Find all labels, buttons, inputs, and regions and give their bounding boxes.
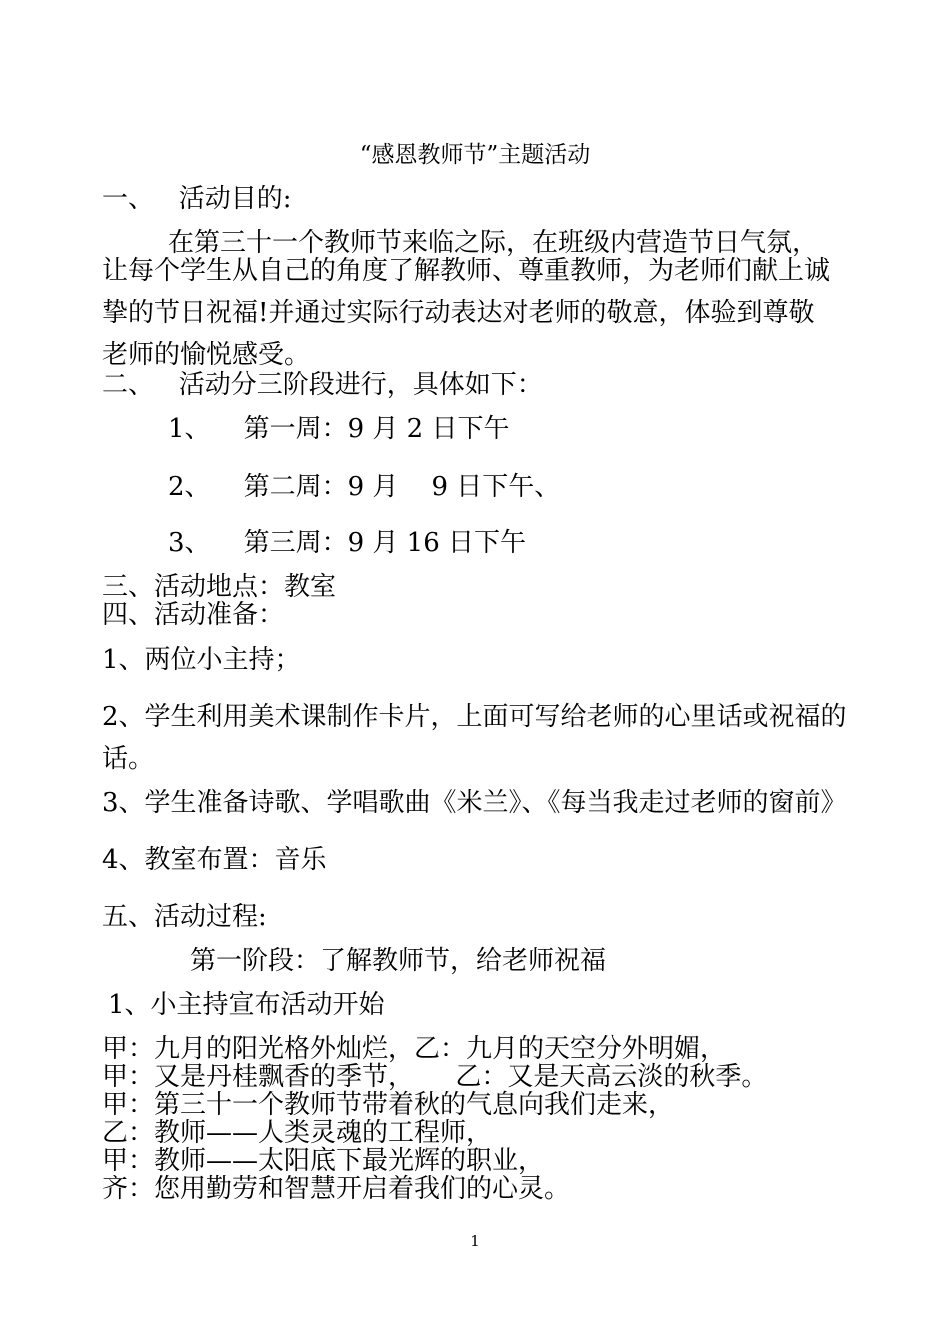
dialogue-line-5: 甲：教师——太阳底下最光辉的职业， <box>102 1146 545 1176</box>
section-1-heading: 一、 活动目的: <box>102 184 292 214</box>
prep-item-3: 3、学生准备诗歌、学唱歌曲《米兰》、《每当我走过老师的窗前》 <box>102 788 847 818</box>
purpose-line-3: 挚的节日祝福!并通过实际行动表达对老师的敬意，体验到尊敬 <box>102 298 815 328</box>
stage-1-title: 第一阶段：了解教师节，给老师祝福 <box>190 946 607 976</box>
schedule-item-2: 2、 第二周：9 月 9 日下午、 <box>168 472 561 502</box>
step-1: 1、小主持宣布活动开始 <box>108 990 385 1020</box>
prep-item-1: 1、两位小主持； <box>102 645 301 675</box>
prep-item-2: 2、学生利用美术课制作卡片，上面可写给老师的心里话或祝福的 <box>102 702 847 732</box>
dialogue-line-4: 乙：教师——人类灵魂的工程师， <box>102 1118 493 1148</box>
page-title: “感恩教师节”主题活动 <box>359 142 591 168</box>
dialogue-line-3: 甲：第三十一个教师节带着秋的气息向我们走来， <box>102 1090 675 1120</box>
section-2-heading: 二、 活动分三阶段进行，具体如下： <box>102 370 543 400</box>
dialogue-line-1: 甲：九月的阳光格外灿烂，乙：九月的天空分外明媚， <box>102 1034 727 1064</box>
section-3-heading: 三、活动地点：教室 <box>102 572 337 602</box>
prep-item-2-cont: 话。 <box>102 744 155 774</box>
dialogue-line-6: 齐：您用勤劳和智慧开启着我们的心灵。 <box>102 1174 571 1204</box>
page-number: 1 <box>470 1232 480 1250</box>
purpose-line-1: 在第三十一个教师节来临之际，在班级内营造节日气氛， <box>168 228 819 258</box>
prep-item-4: 4、教室布置：音乐 <box>102 845 327 875</box>
purpose-line-2: 让每个学生从自己的角度了解教师、尊重教师，为老师们献上诚 <box>102 256 831 286</box>
purpose-line-4: 老师的愉悦感受。 <box>102 340 311 370</box>
schedule-item-1: 1、 第一周：9 月 2 日下午 <box>168 414 510 444</box>
section-4-heading: 四、活动准备： <box>102 600 285 630</box>
schedule-item-3: 3、 第三周：9 月 16 日下午 <box>168 528 527 558</box>
dialogue-line-2: 甲：又是丹桂飘香的季节， 乙：又是天高云淡的秋季。 <box>102 1062 768 1092</box>
section-5-heading: 五、活动过程: <box>102 902 267 932</box>
